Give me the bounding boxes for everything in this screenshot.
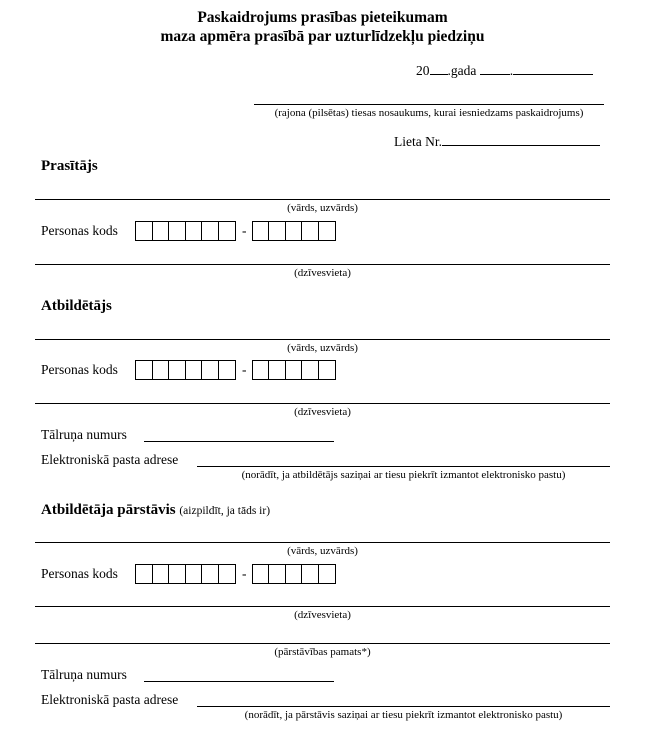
- digit-box[interactable]: [202, 565, 219, 583]
- defendant-email-note: (norādīt, ja atbildētājs saziņai ar tiesu piekrīt izmantot elektronisko pastu): [241, 469, 566, 481]
- representative-personal-code-part1[interactable]: [135, 564, 236, 584]
- representative-personal-code-part2[interactable]: [252, 564, 336, 584]
- representative-phone-label: Tālruņa numurs: [41, 667, 127, 682]
- digit-box[interactable]: [319, 222, 335, 240]
- plaintiff-residence-line[interactable]: [35, 264, 610, 265]
- digit-box[interactable]: [169, 222, 186, 240]
- defendant-personal-code-label: Personas kods: [41, 362, 118, 377]
- defendant-personal-code-part2[interactable]: [252, 360, 336, 380]
- representative-heading: [41, 502, 270, 519]
- plaintiff-personal-code-part2[interactable]: [252, 221, 336, 241]
- representative-email-line[interactable]: [197, 706, 610, 707]
- case-number-label: Lieta Nr.: [394, 134, 442, 149]
- defendant-email-label: Elektroniskā pasta adrese: [41, 452, 179, 467]
- representative-heading-text: Atbildētāja pārstāvis: [41, 502, 176, 518]
- plaintiff-name-caption: (vārds, uzvārds): [287, 202, 358, 214]
- defendant-personal-code-dash: -: [242, 362, 247, 377]
- digit-box[interactable]: [219, 565, 236, 583]
- date-day-blank[interactable]: [480, 74, 510, 75]
- digit-box[interactable]: [136, 361, 153, 379]
- representative-basis-line[interactable]: [35, 643, 610, 644]
- defendant-name-line[interactable]: [35, 339, 610, 340]
- digit-box[interactable]: [286, 565, 302, 583]
- digit-box[interactable]: [219, 361, 236, 379]
- date-year-prefix: 20: [416, 63, 430, 78]
- court-name-line[interactable]: [254, 104, 604, 105]
- representative-email-note: (norādīt, ja pārstāvis saziņai ar tiesu piekrīt izmantot elektronisko pastu): [244, 709, 563, 721]
- digit-box[interactable]: [219, 222, 236, 240]
- digit-box[interactable]: [202, 361, 219, 379]
- representative-phone-line[interactable]: [144, 681, 334, 682]
- case-number-blank[interactable]: [442, 145, 600, 146]
- defendant-residence-line[interactable]: [35, 403, 610, 404]
- digit-box[interactable]: [136, 565, 153, 583]
- digit-box[interactable]: [269, 361, 285, 379]
- digit-box[interactable]: [153, 222, 170, 240]
- digit-box[interactable]: [319, 361, 335, 379]
- digit-box[interactable]: [186, 565, 203, 583]
- digit-box[interactable]: [302, 222, 318, 240]
- digit-box[interactable]: [136, 222, 153, 240]
- plaintiff-name-line[interactable]: [35, 199, 610, 200]
- plaintiff-residence-caption: (dzīvesvieta): [294, 267, 351, 279]
- representative-residence-caption: (dzīvesvieta): [294, 609, 351, 621]
- case-number-row: [394, 134, 600, 150]
- digit-box[interactable]: [169, 361, 186, 379]
- digit-box[interactable]: [253, 222, 269, 240]
- date-month-blank[interactable]: [513, 74, 593, 75]
- representative-personal-code-label: Personas kods: [41, 566, 118, 581]
- defendant-phone-line[interactable]: [144, 441, 334, 442]
- plaintiff-personal-code-dash: -: [242, 223, 247, 238]
- digit-box[interactable]: [186, 222, 203, 240]
- digit-box[interactable]: [302, 565, 318, 583]
- defendant-residence-caption: (dzīvesvieta): [294, 406, 351, 418]
- digit-box[interactable]: [153, 565, 170, 583]
- representative-residence-line[interactable]: [35, 606, 610, 607]
- representative-personal-code-dash: -: [242, 566, 247, 581]
- plaintiff-personal-code-part1[interactable]: [135, 221, 236, 241]
- representative-basis-caption: (pārstāvības pamats*): [274, 646, 371, 658]
- date-line: [416, 63, 593, 79]
- defendant-phone-label: Tālruņa numurs: [41, 427, 127, 442]
- digit-box[interactable]: [286, 222, 302, 240]
- plaintiff-heading: Prasītājs: [41, 158, 98, 174]
- date-year-blank[interactable]: [430, 74, 448, 75]
- digit-box[interactable]: [302, 361, 318, 379]
- document-title-line-1: Paskaidrojums prasības pieteikumam: [197, 9, 448, 26]
- digit-box[interactable]: [202, 222, 219, 240]
- defendant-email-line[interactable]: [197, 466, 610, 467]
- court-name-caption: (rajona (pilsētas) tiesas nosaukums, kurai iesniedzams paskaidrojums): [274, 107, 584, 119]
- digit-box[interactable]: [319, 565, 335, 583]
- digit-box[interactable]: [253, 361, 269, 379]
- representative-email-label: Elektroniskā pasta adrese: [41, 692, 179, 707]
- representative-heading-note: (aizpildīt, ja tāds ir): [179, 505, 271, 517]
- digit-box[interactable]: [153, 361, 170, 379]
- representative-name-line[interactable]: [35, 542, 610, 543]
- defendant-name-caption: (vārds, uzvārds): [287, 342, 358, 354]
- document-title-line-2: maza apmēra prasībā par uzturlīdzekļu piedziņu: [160, 28, 485, 45]
- digit-box[interactable]: [269, 222, 285, 240]
- representative-name-caption: (vārds, uzvārds): [287, 545, 358, 557]
- digit-box[interactable]: [169, 565, 186, 583]
- digit-box[interactable]: [269, 565, 285, 583]
- digit-box[interactable]: [286, 361, 302, 379]
- defendant-personal-code-part1[interactable]: [135, 360, 236, 380]
- digit-box[interactable]: [186, 361, 203, 379]
- date-gada-label: .gada: [447, 63, 477, 78]
- digit-box[interactable]: [253, 565, 269, 583]
- date-dot: .: [509, 63, 514, 78]
- defendant-heading: Atbildētājs: [41, 298, 112, 314]
- plaintiff-personal-code-label: Personas kods: [41, 223, 118, 238]
